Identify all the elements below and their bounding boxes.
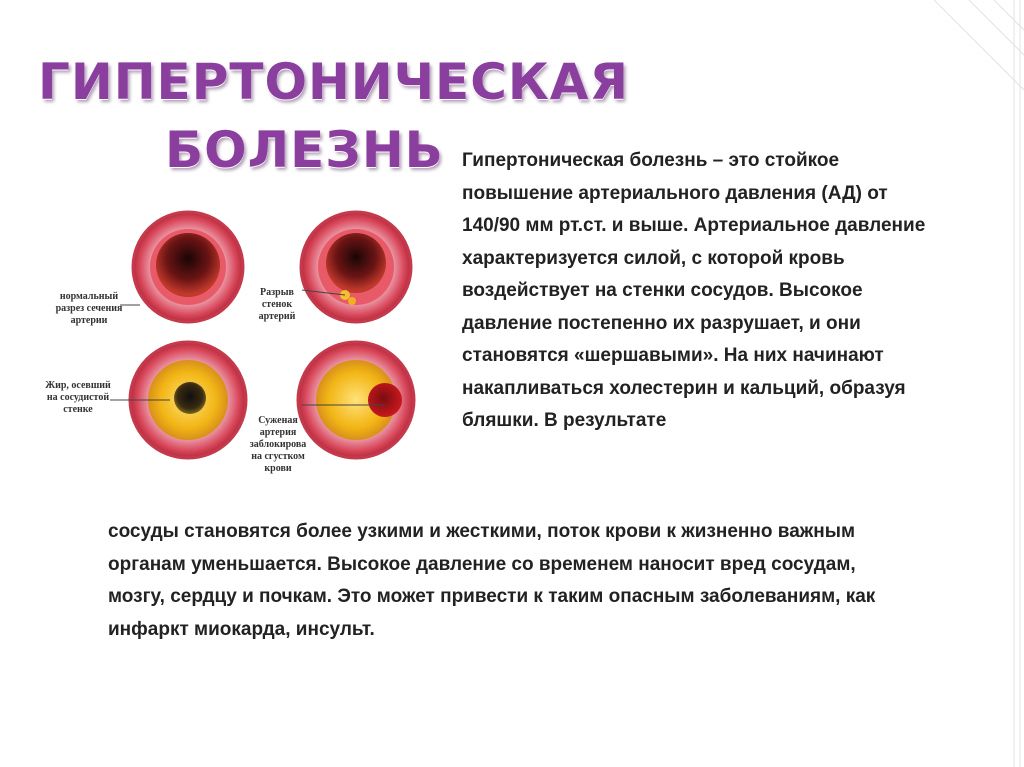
- definition-paragraph: Гипертоническая болезнь – это стойкое повышение артериального давления (АД) от 140/90 мм рт.ст. и выше. Артериальное давление характеризуется силой, с которой кровь воздействует на стенки сосудов. Высокое давление постепенно их разрушает, и они становятся «шершавыми». На них начинают накапливаться холестерин и кальций, образуя бляшки. В результате: [462, 150, 926, 431]
- label-normal: нормальный разрез сечения артерии: [55, 291, 123, 326]
- label-narrowed: Суженая артерия заблокирова на сгустком крови: [249, 415, 307, 474]
- ruptured-artery: [301, 212, 411, 322]
- label-fat: Жир, осевший на сосудистой стенке: [45, 380, 111, 415]
- artery-illustration: [40, 195, 450, 495]
- consequences-paragraph: сосуды становятся более узкими и жесткими, поток крови к жизненно важным органам уменьшается. Высокое давление со временем наносит вред сосудам, мозгу, сердцу и почкам. Это может привести к таким опасным заболеваниям, как инфаркт миокарда, инсульт.: [108, 521, 876, 640]
- normal-artery: [133, 212, 243, 322]
- label-rupture: Разрыв стенок артерий: [258, 287, 296, 322]
- title-line-2: БОЛЕЗНЬ: [165, 121, 444, 179]
- narrowed-artery: [298, 342, 414, 458]
- title-line-1: ГИПЕРТОНИЧЕСКАЯ: [38, 53, 629, 111]
